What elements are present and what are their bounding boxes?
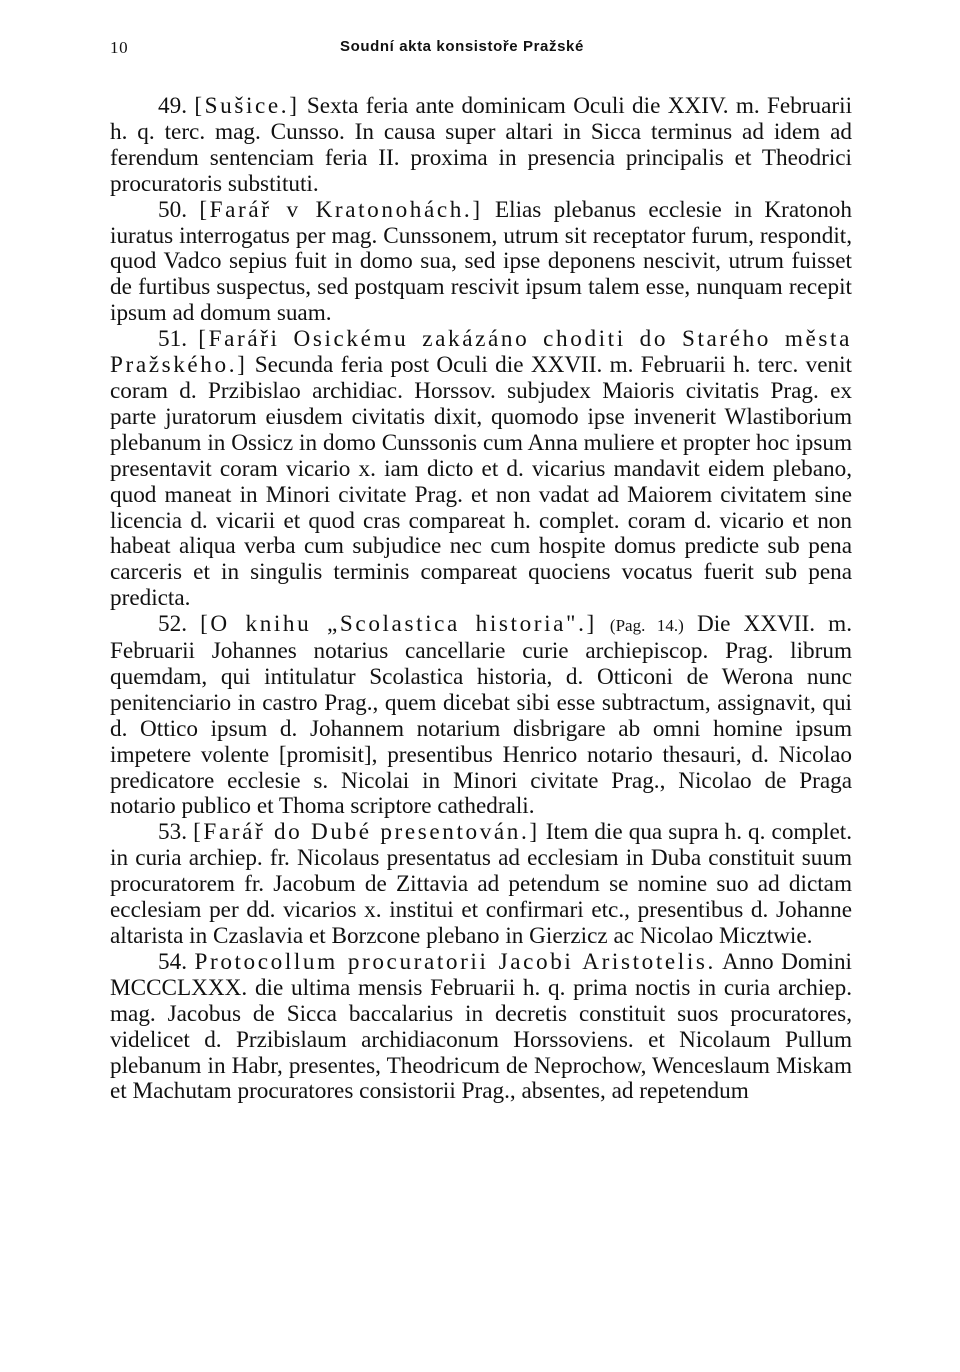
entry-rubric: [O knihu „Scolastica historia".] xyxy=(200,611,597,638)
entry-54 xyxy=(110,950,852,1105)
entry-number: 52. xyxy=(158,611,187,638)
body-text xyxy=(110,94,852,1105)
running-header xyxy=(110,32,852,62)
entry-text: Elias plebanus ecclesie in Kratonoh iuratus interrogatus per mag. Cunssonem, utrum sit receptator furum, respondit, quod Vadco sepius fuit in domo sua, sed ipse deponens nescivit, utrum fuisset de furtibus suspectus, sed postquam rescivit ipsum talem esse, nunquam recepit ipsum ad domum suam. xyxy=(110,196,852,327)
entry-50 xyxy=(110,198,852,328)
entry-number: 51. xyxy=(158,326,187,353)
document-page xyxy=(110,32,852,1105)
entry-text: Die XXVII. m. Februarii Johannes notarius cancellarie curie archiepiscop. Prag. librum quemdam, qui intitulatur Scolastica historia, d. Otticoni de Werona nunc penitenciario in castro Prag., quem dicebat sibi esse subtractum, assignavit, qui d. Ottico ipsum d. Johannem notarium disbrigare ab omni homine ipsum impetere volente [promisit], presentibus Henrico notario thesauri, d. Nicolao predicatore ecclesie s. Nicolai in Minori civitate Prag., Nicolao de Praga notario publico et Thoma scriptore cathedrali. xyxy=(110,611,852,820)
page-reference-note: (Pag. 14.) xyxy=(609,616,684,636)
entry-number: 49. xyxy=(158,93,187,119)
entry-number: 54. xyxy=(158,948,187,975)
entry-rubric: Protocollum procuratorii Jacobi Aristotelis. xyxy=(194,948,716,975)
entry-text: Anno Domini MCCCLXXX. die ultima mensis Februarii h. q. prima noctis in curia archiep. mag. Jacobus de Sicca baccalarius in decretis constituit suos procuratores, videlicet d. Przibislaum archidiaconum Horssoviens. et Nicolaum Pullum plebanum in Habr, presentes, Theodricum de Neprochow, Wenceslaum Miskam et Machutam procuratores consistorii Prag., absentes, ad repetendum xyxy=(110,948,853,1105)
entry-text: Sexta feria ante dominicam Oculi die XXIV. m. Februarii h. q. terc. mag. Cunsso. In causa super altari in Sicca terminus ad idem ad ferendum sentenciam feria II. proxima in presencia principalis et Theodrici procuratoris substituti. xyxy=(110,93,853,197)
entry-rubric: [Faráři Osickému zakázáno choditi do Starého města Pražského.] xyxy=(110,326,852,379)
entry-52 xyxy=(110,612,852,820)
entry-text: Secunda feria post Oculi die XXVII. m. Februarii h. terc. venit coram d. Przibislao archidiac. Horssov. subjudex Maioris civitatis Prag. ex parte juratorum eiusdem civitatis dixit, quomodo ipse invenerit Wlastiborium plebanum in Ossicz in domo Cunssonis cum Anna muliere et propter hoc ipsum presentavit coram vicario x. iam dicto et d. vicarius mandavit eidem plebano, quod maneat in Minori civitate Prag. et non vadat ad Maiorem civitatem sine licencia d. vicarii et quod cras compareat h. complet. coram d. vicario et non habeat aliqua verba cum subjudice nec cum hospite domus predicte sub pena carceris et in singulis terminis compareat quociens vocatus fuerit sub pena predicta. xyxy=(110,352,852,612)
entry-49 xyxy=(110,94,852,198)
page-number: 10 xyxy=(110,38,129,57)
entry-text: Item die qua supra h. q. complet. in curia archiep. fr. Nicolaus presentatus ad ecclesiam in Duba constituit suum procuratorem fr. Jacobum de Zittavia ad petendum se nomine suo ad dictam ecclesiam per dd. vicarios x. institui et confirmari etc., presentibus d. Johanne altarista in Czaslavia et Borzcone plebano in Gierzicz ac Nicolao Micztwie. xyxy=(110,819,853,949)
entry-number: 53. xyxy=(158,819,187,846)
running-title: Soudní akta konsistoře Pražské xyxy=(340,38,584,55)
entry-number: 50. xyxy=(158,196,187,223)
entry-53 xyxy=(110,820,852,950)
entry-rubric: [Farář v Kratonohách.] xyxy=(199,196,483,223)
entry-51 xyxy=(110,327,852,612)
entry-rubric: [Farář do Dubé presentován.] xyxy=(193,819,540,846)
entry-rubric: [Sušice.] xyxy=(194,93,300,119)
